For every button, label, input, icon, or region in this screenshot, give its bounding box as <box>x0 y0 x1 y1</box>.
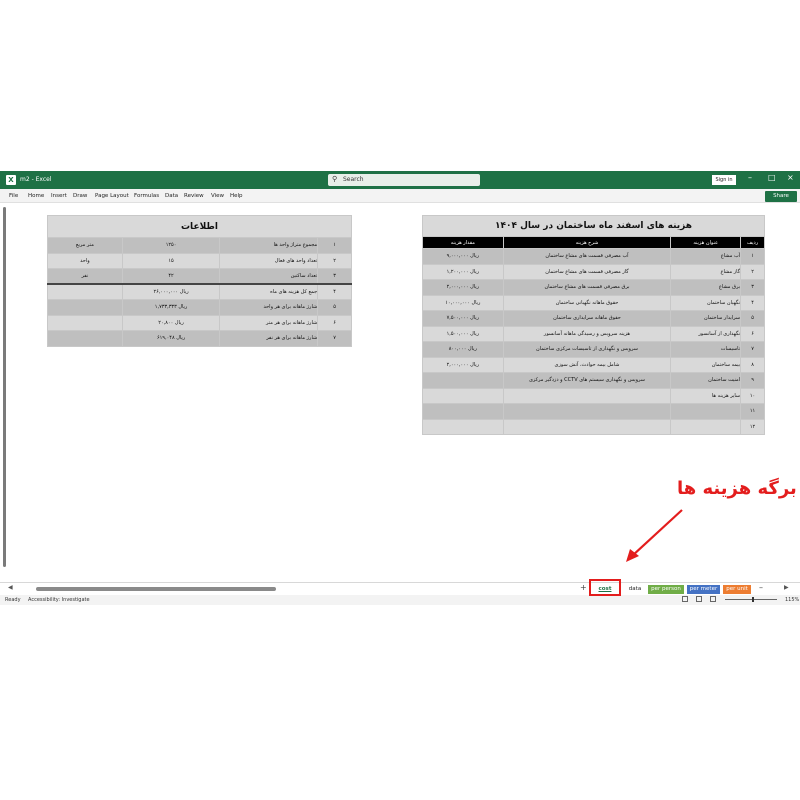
cost-amount-cell[interactable]: ریال ۲,۰۰۰,۰۰۰ <box>423 280 504 296</box>
header-cost-amount: مقدار هزینه <box>423 237 504 249</box>
add-sheet-button[interactable]: + <box>580 583 587 592</box>
vertical-scrollbar[interactable] <box>2 207 7 581</box>
row-number-cell[interactable]: ۹ <box>741 373 765 389</box>
row-number-cell[interactable]: ۱۲ <box>741 419 765 435</box>
row-number-cell[interactable]: ۵ <box>741 311 765 327</box>
info-label-cell[interactable]: شارژ ماهانه برای هر متر <box>220 315 318 331</box>
menu-draw[interactable]: Draw <box>73 193 88 199</box>
close-icon[interactable]: × <box>787 173 794 182</box>
sign-in-button[interactable]: Sign in <box>712 175 736 185</box>
cost-amount-cell[interactable]: ریال ۹,۰۰۰,۰۰۰ <box>423 249 504 265</box>
table-row <box>48 269 352 285</box>
share-button[interactable] <box>765 191 797 202</box>
cost-description-cell[interactable] <box>503 419 671 435</box>
cost-description-cell[interactable] <box>503 404 671 420</box>
search-placeholder: Search <box>343 176 364 183</box>
row-number-cell[interactable]: ۸ <box>741 357 765 373</box>
page-break-view-icon[interactable] <box>710 596 716 602</box>
horizontal-scrollbar-thumb[interactable] <box>36 587 276 591</box>
info-row-number-cell[interactable]: ۴ <box>318 284 352 300</box>
cost-description-cell[interactable]: حقوق ماهانه سرایداری ساختمان <box>503 311 671 327</box>
table-row <box>423 326 765 342</box>
cost-title-cell[interactable]: برق مشاع <box>671 280 741 296</box>
info-label-cell[interactable]: تعداد واحد های فعال <box>220 253 318 269</box>
cost-description-cell[interactable]: سرویس و نگهداری از تاسیسات مرکزی ساختمان <box>503 342 671 358</box>
status-bar <box>0 595 800 605</box>
cost-title-cell[interactable] <box>671 404 741 420</box>
zoom-out-icon[interactable]: – <box>759 583 763 592</box>
annotation-arrow <box>618 506 688 566</box>
info-row-number-cell[interactable]: ۷ <box>318 331 352 347</box>
menu-help[interactable]: Help <box>230 193 243 199</box>
cost-amount-cell[interactable]: ریال ۱,۲۰۰,۰۰۰ <box>423 264 504 280</box>
header-cost-description: شرح هزینه <box>503 237 671 249</box>
table-row <box>423 357 765 373</box>
tab-cost[interactable]: cost <box>598 586 612 592</box>
ribbon-menu <box>0 189 800 203</box>
title-bar <box>0 171 800 189</box>
info-unit-cell[interactable]: نفر <box>48 269 123 285</box>
info-table <box>47 215 352 347</box>
menu-data[interactable]: Data <box>165 193 179 199</box>
info-value-cell[interactable]: ریال ۱,۷۳۳,۳۳۳ <box>122 300 220 316</box>
annotation-label: برگه هزینه ها <box>677 478 797 499</box>
row-number-cell[interactable]: ۳ <box>741 280 765 296</box>
info-unit-cell[interactable] <box>48 284 123 300</box>
info-unit-cell[interactable] <box>48 315 123 331</box>
cost-amount-cell[interactable]: ریال ۷,۵۰۰,۰۰۰ <box>423 311 504 327</box>
zoom-slider[interactable] <box>725 599 777 600</box>
table-row <box>48 315 352 331</box>
cost-title-cell[interactable]: امنیت ساختمان <box>671 373 741 389</box>
costs-table-header <box>423 237 765 249</box>
info-table-title: اطلاعات <box>48 216 352 238</box>
cost-title-cell[interactable]: نگهبان ساختمان <box>671 295 741 311</box>
costs-table <box>422 215 765 435</box>
cost-title-cell[interactable]: سرایدار ساختمان <box>671 311 741 327</box>
minimize-icon[interactable]: – <box>748 173 752 182</box>
menu-page-layout[interactable]: Page Layout <box>95 193 129 199</box>
cost-amount-cell[interactable]: ریال ۸۰۰,۰۰۰ <box>423 342 504 358</box>
row-number-cell[interactable]: ۲ <box>741 264 765 280</box>
info-unit-cell[interactable]: واحد <box>48 253 123 269</box>
search-icon: ⚲ <box>332 175 338 183</box>
info-value-cell[interactable]: ۱۲۵۰ <box>122 238 220 254</box>
info-label-cell[interactable]: مجموع متراژ واحد ها <box>220 238 318 254</box>
cost-description-cell[interactable]: آب مصرفی قسمت های مشاع ساختمان <box>503 249 671 265</box>
cost-title-cell[interactable]: تاسیسات <box>671 342 741 358</box>
table-row <box>423 311 765 327</box>
info-row-number-cell[interactable]: ۱ <box>318 238 352 254</box>
table-row <box>48 284 352 300</box>
info-value-cell[interactable]: ریال ۲۰,۸۰۰ <box>122 315 220 331</box>
cost-amount-cell[interactable] <box>423 419 504 435</box>
scroll-right-icon[interactable]: ▶ <box>784 584 789 591</box>
cost-description-cell[interactable]: برق مصرفی قسمت های مشاع ساختمان <box>503 280 671 296</box>
menu-formulas[interactable]: Formulas <box>134 193 160 199</box>
info-label-cell[interactable]: تعداد ساکنین <box>220 269 318 285</box>
tab-per-meter[interactable]: per meter <box>687 585 720 594</box>
scrollbar-thumb[interactable] <box>3 207 6 567</box>
cost-tab-highlight <box>589 579 621 596</box>
cost-amount-cell[interactable]: ریال ۲,۰۰۰,۰۰۰ <box>423 357 504 373</box>
table-row <box>48 253 352 269</box>
cost-title-cell[interactable]: آب مشاع <box>671 249 741 265</box>
info-row-number-cell[interactable]: ۳ <box>318 269 352 285</box>
cost-description-cell[interactable]: گاز مصرفی قسمت های مشاع ساختمان <box>503 264 671 280</box>
cost-description-cell[interactable]: هزینه سرویس و رسیدگی ماهانه آسانسور <box>503 326 671 342</box>
zoom-slider-handle[interactable] <box>752 597 754 602</box>
info-row-number-cell[interactable]: ۲ <box>318 253 352 269</box>
tab-per-unit[interactable]: per unit <box>723 585 751 594</box>
search-box[interactable] <box>328 174 480 186</box>
cost-amount-cell[interactable]: ریال ۱,۵۰۰,۰۰۰ <box>423 326 504 342</box>
table-row <box>423 404 765 420</box>
row-number-cell[interactable]: ۷ <box>741 342 765 358</box>
info-value-cell[interactable]: ۴۲ <box>122 269 220 285</box>
menu-review[interactable]: Review <box>184 193 204 199</box>
excel-logo-icon: X <box>6 175 16 185</box>
table-row <box>423 295 765 311</box>
table-row <box>423 280 765 296</box>
table-row <box>423 249 765 265</box>
tab-per-person[interactable]: per person <box>648 585 684 594</box>
info-unit-cell[interactable] <box>48 331 123 347</box>
info-unit-cell[interactable]: متر مربع <box>48 238 123 254</box>
table-row <box>423 373 765 389</box>
tab-data[interactable]: data <box>628 586 642 592</box>
table-row <box>48 331 352 347</box>
share-label: Share <box>773 193 789 199</box>
cost-title-cell[interactable] <box>671 419 741 435</box>
cost-title-cell[interactable]: گاز مشاع <box>671 264 741 280</box>
menu-insert[interactable]: Insert <box>51 193 67 199</box>
cost-title-cell[interactable]: نگهداری از آسانسور <box>671 326 741 342</box>
cost-description-cell[interactable]: حقوق ماهانه نگهبانی ساختمان <box>503 295 671 311</box>
cost-amount-cell[interactable] <box>423 373 504 389</box>
info-label-cell[interactable]: شارژ ماهانه برای هر واحد <box>220 300 318 316</box>
cost-description-cell[interactable]: سرویس و نگهداری سیستم های CCTV و دزدگیر مرکزی <box>503 373 671 389</box>
cost-description-cell[interactable] <box>503 388 671 404</box>
cost-title-cell[interactable]: سایر هزینه ها <box>671 388 741 404</box>
menu-file[interactable]: File <box>9 193 19 199</box>
cost-amount-cell[interactable] <box>423 388 504 404</box>
info-value-cell[interactable]: ریال ۲۶,۰۰۰,۰۰۰ <box>122 284 220 300</box>
table-row <box>423 264 765 280</box>
table-row <box>48 238 352 254</box>
accessibility-status[interactable]: Accessibility: Investigate <box>28 597 90 603</box>
table-row <box>423 342 765 358</box>
info-label-cell[interactable]: جمع کل هزینه های ماه <box>220 284 318 300</box>
cost-description-cell[interactable]: شامل بیمه حوادث، آتش سوزی <box>503 357 671 373</box>
info-row-number-cell[interactable]: ۵ <box>318 300 352 316</box>
status-ready: Ready <box>5 597 21 603</box>
costs-table-title: هزینه های اسفند ماه ساختمان در سال ۱۴۰۴ <box>423 216 765 237</box>
info-unit-cell[interactable] <box>48 300 123 316</box>
info-value-cell[interactable]: ریال ۶۱۹,۰۴۸ <box>122 331 220 347</box>
info-label-cell[interactable]: شارژ ماهانه برای هر نفر <box>220 331 318 347</box>
row-number-cell[interactable]: ۱ <box>741 249 765 265</box>
info-value-cell[interactable]: ۱۵ <box>122 253 220 269</box>
table-row <box>423 419 765 435</box>
info-row-number-cell[interactable]: ۶ <box>318 315 352 331</box>
table-row <box>423 388 765 404</box>
row-number-cell[interactable]: ۴ <box>741 295 765 311</box>
header-cost-title: عنوان هزینه <box>671 237 741 249</box>
scroll-left-icon[interactable]: ◀ <box>8 584 13 591</box>
zoom-level[interactable]: 115% <box>785 597 800 603</box>
header-row-number: ردیف <box>741 237 765 249</box>
row-number-cell[interactable]: ۱۱ <box>741 404 765 420</box>
row-number-cell[interactable]: ۱۰ <box>741 388 765 404</box>
cost-amount-cell[interactable] <box>423 404 504 420</box>
page-layout-view-icon[interactable] <box>696 596 702 602</box>
table-row <box>48 300 352 316</box>
menu-home[interactable]: Home <box>28 193 45 199</box>
cost-title-cell[interactable]: بیمه ساختمان <box>671 357 741 373</box>
maximize-icon[interactable]: □ <box>768 173 776 182</box>
sheet-tab-bar <box>0 582 800 595</box>
cost-amount-cell[interactable]: ریال ۱۰,۰۰۰,۰۰۰ <box>423 295 504 311</box>
menu-view[interactable]: View <box>211 193 225 199</box>
normal-view-icon[interactable] <box>682 596 688 602</box>
row-number-cell[interactable]: ۶ <box>741 326 765 342</box>
file-name: m2 - Excel <box>20 176 52 183</box>
